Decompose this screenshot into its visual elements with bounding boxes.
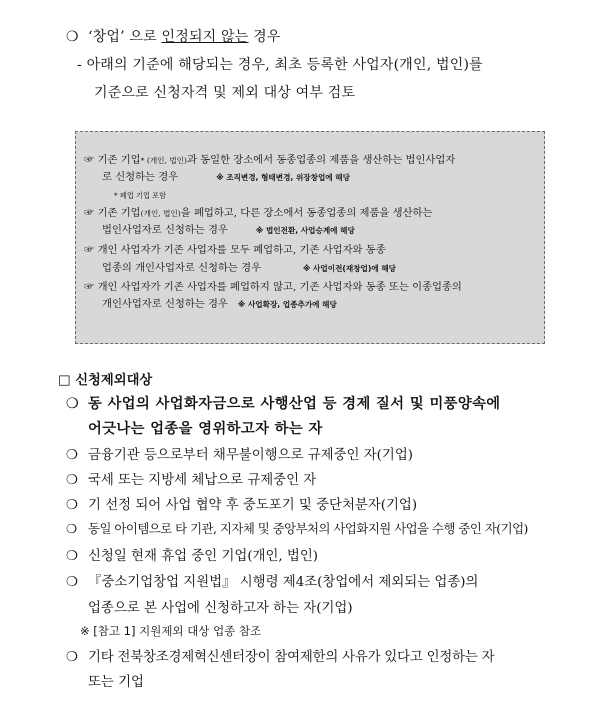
box-item-3-note: ※ 사업이전(재창업)에 해당 [303,264,396,273]
heading-end: 경우 [248,29,281,45]
box-item-1-sub: * 폐업 기업 포함 [114,191,167,200]
section-title: □ 신청제외대상 [58,373,153,388]
circle-bullet-icon: ❍ [66,498,79,513]
box-item-1-note: ※ 조직변경, 형태변경, 위장창업에 해당 [216,173,350,182]
box-item-3-line1: ☞ 개인 사업자가 기존 사업자를 모두 폐업하고, 기존 사업자와 동종 [84,244,386,256]
circle-bullet-icon: ❍ [66,448,79,463]
circle-bullet-icon: ❍ [66,575,79,590]
circle-bullet-icon: ❍ [66,650,78,665]
heading-underlined: 인정되지 않는 [161,29,249,45]
box-item-4-note: ※ 사업확장, 업종추가에 해당 [237,300,337,309]
heading-after-quote: 으로 [124,29,162,45]
box-item-3-line2: 업종의 개인사업자로 신청하는 경우 ※ 사업이전(재창업)에 해당 [102,262,396,274]
reference-note: ※ [참고 1] 지원제외 대상 업종 참조 [80,624,262,638]
exclusion-item-3: ❍ 기 선정 되어 사업 협약 후 중도포기 및 중단처분자(기업) [66,498,418,513]
exclusion-item-5: ❍ 신청일 현재 휴업 중인 기업(개인, 법인) [66,549,319,564]
circle-bullet-icon: ❍ [66,549,79,564]
lead-line-1: ❍ 동 사업의 사업화자금으로 사행산업 등 경제 질서 및 미풍양속에 [66,396,501,412]
box-item-2-note: ※ 법인전환, 사업승계에 해당 [255,226,355,235]
example-box [75,131,545,344]
exclusion-item-2: ❍ 국세 또는 지방세 체납으로 규제중인 자 [66,473,317,488]
lead-line-2: 어긋나는 업종을 영위하고자 하는 자 [88,421,323,437]
circle-bullet-icon: ❍ [66,29,79,45]
circle-bullet-icon: ❍ [66,396,80,412]
dash-line-1: - 아래의 기준에 해당되는 경우, 최초 등록한 사업자(개인, 법인)를 [77,57,483,73]
box-item-4-line1: ☞ 개인 사업자가 기존 사업자를 폐업하지 않고, 기존 사업자와 동종 또는 이종업종의 [84,281,462,293]
box-item-4-line2: 개인사업자로 신청하는 경우 ※ 사업확장, 업종추가에 해당 [102,298,337,310]
exclusion-item-4: ❍ 동일 아이템으로 타 기관, 지자체 및 중앙부처의 사업화지원 사업을 수행 중인 자(기업) [66,521,528,536]
law-line-2: 업종으로 본 사업에 신청하고자 하는 자(기업) [88,601,353,616]
last-item-line-1: ❍ 기타 전북창조경제혁신센터장이 참여제한의 사유가 있다고 인정하는 자 [66,650,495,665]
exclusion-item-1: ❍ 금융기관 등으로부터 채무불이행으로 규제중인 자(기업) [66,448,413,463]
box-item-1-line1: ☞ 기존 기업* (개인, 법인)과 동일한 장소에서 동종업종의 제품을 생산하는 법인사업자 [84,154,456,166]
law-line-1: ❍ 『중소기업창업 지원법』 시행령 제4조(창업에서 제외되는 업종)의 [66,575,479,590]
circle-bullet-icon: ❍ [66,521,77,536]
box-item-2-line2: 법인사업자로 신청하는 경우 ※ 법인전환, 사업승계에 해당 [102,224,355,236]
heading-line [66,26,281,46]
last-item-line-2: 또는 기업 [88,675,144,690]
circle-bullet-icon: ❍ [66,473,79,488]
dash-line-2: 기준으로 신청자격 및 제외 대상 여부 검토 [94,85,356,101]
box-item-2-line1: ☞ 기존 기업(개인, 법인)을 폐업하고, 다른 장소에서 동종업종의 제품을 생산하는 [84,207,433,219]
box-item-1-line2: 로 신청하는 경우 ※ 조직변경, 형태변경, 위장창업에 해당 [102,171,350,183]
heading-quote: ‘창업’ [88,29,125,45]
